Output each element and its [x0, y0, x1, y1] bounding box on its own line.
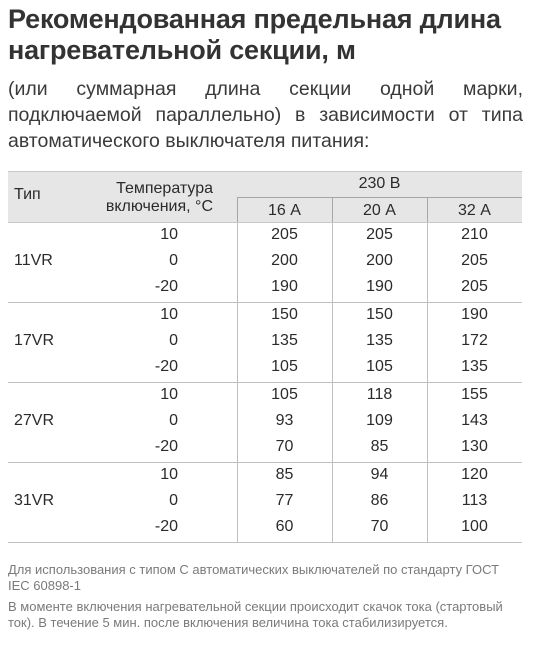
- table-row: [8, 223, 522, 249]
- header-temperature: [98, 180, 213, 216]
- table-group: [8, 463, 522, 543]
- header-divider: [237, 197, 522, 198]
- temperature-cell: 10: [160, 466, 178, 483]
- length-cell: 93: [275, 412, 294, 429]
- length-cell: 109: [366, 412, 393, 429]
- length-cell: 85: [370, 438, 389, 455]
- header-current-16: 16 А: [268, 202, 301, 219]
- length-cell: 190: [271, 278, 298, 295]
- length-cell: 105: [366, 358, 393, 375]
- table-row: [8, 463, 522, 489]
- length-cell: 130: [461, 438, 488, 455]
- group-type-label: 31VR: [14, 492, 55, 509]
- page-subtitle: (или суммарная длина секции одной марки, подключаемой параллельно) в зависимости от типа автоматического выключателя питания:: [8, 78, 523, 152]
- length-cell: 190: [461, 306, 488, 323]
- header-current-32: 32 А: [458, 202, 491, 219]
- table-row: [8, 275, 522, 301]
- length-cell: 205: [366, 226, 393, 243]
- length-cell: 205: [271, 226, 298, 243]
- table-row: [8, 383, 522, 409]
- length-cell: 85: [275, 466, 294, 483]
- length-cell: 77: [275, 492, 294, 509]
- length-cell: 105: [271, 358, 298, 375]
- length-cell: 205: [461, 278, 488, 295]
- group-type-label: 27VR: [14, 412, 55, 429]
- table-row: [8, 409, 522, 435]
- length-cell: 135: [271, 332, 298, 349]
- length-cell: 70: [275, 438, 294, 455]
- length-cell: 113: [461, 492, 488, 509]
- table-group: [8, 303, 522, 383]
- length-cell: 205: [461, 252, 488, 269]
- table-row: [8, 355, 522, 381]
- length-cell: 172: [461, 332, 488, 349]
- temperature-cell: 0: [169, 252, 178, 269]
- header-temperature-line1: Температура: [116, 180, 213, 197]
- temperature-cell: 0: [169, 412, 178, 429]
- header-current-20: 20 А: [363, 202, 396, 219]
- length-cell: 200: [366, 252, 393, 269]
- length-cell: 60: [275, 518, 294, 535]
- length-cell: 150: [366, 306, 393, 323]
- length-cell: 118: [366, 386, 393, 403]
- table-row: [8, 435, 522, 461]
- length-cell: 210: [461, 226, 488, 243]
- table-row: [8, 329, 522, 355]
- table-header: [8, 171, 522, 223]
- length-cell: 94: [370, 466, 389, 483]
- temperature-cell: 10: [160, 226, 178, 243]
- length-cell: 120: [461, 466, 488, 483]
- table-row: [8, 249, 522, 275]
- temperature-cell: -20: [154, 518, 178, 535]
- group-type-label: 17VR: [14, 332, 55, 349]
- footnote-start-current: В моменте включения нагревательной секции происходит скачок тока (стартовый ток). В течение 5 мин. после включения величина тока стабилизируется.: [8, 599, 503, 630]
- table-row: [8, 515, 522, 541]
- length-cell: 100: [461, 518, 488, 535]
- length-cell: 150: [271, 306, 298, 323]
- temperature-cell: -20: [154, 438, 178, 455]
- table-group: [8, 383, 522, 463]
- table-row: [8, 489, 522, 515]
- footnote-standard: Для использования с типом С автоматических выключателей по стандарту ГОСТ IEC 60898-1: [8, 562, 500, 593]
- temperature-cell: -20: [154, 278, 178, 295]
- table-row: [8, 303, 522, 329]
- length-cell: 135: [461, 358, 488, 375]
- length-cell: 155: [461, 386, 488, 403]
- length-cell: 135: [366, 332, 393, 349]
- header-type: Тип: [14, 186, 41, 203]
- page-title: Рекомендованная предельная длина нагревательной секции, м: [8, 4, 501, 65]
- length-cell: 70: [370, 518, 389, 535]
- temperature-cell: 10: [160, 306, 178, 323]
- temperature-cell: -20: [154, 358, 178, 375]
- group-type-label: 11VR: [14, 252, 53, 269]
- length-cell: 143: [461, 412, 488, 429]
- temperature-cell: 0: [169, 332, 178, 349]
- header-voltage: 230 В: [358, 175, 401, 192]
- temperature-cell: 0: [169, 492, 178, 509]
- table-group: [8, 223, 522, 303]
- length-cell: 105: [271, 386, 298, 403]
- temperature-cell: 10: [160, 386, 178, 403]
- header-temperature-line2: включения, °С: [105, 198, 213, 215]
- table-body: [8, 223, 522, 543]
- length-cell: 200: [271, 252, 298, 269]
- length-cell: 86: [370, 492, 389, 509]
- length-table: [8, 171, 522, 543]
- length-cell: 190: [366, 278, 393, 295]
